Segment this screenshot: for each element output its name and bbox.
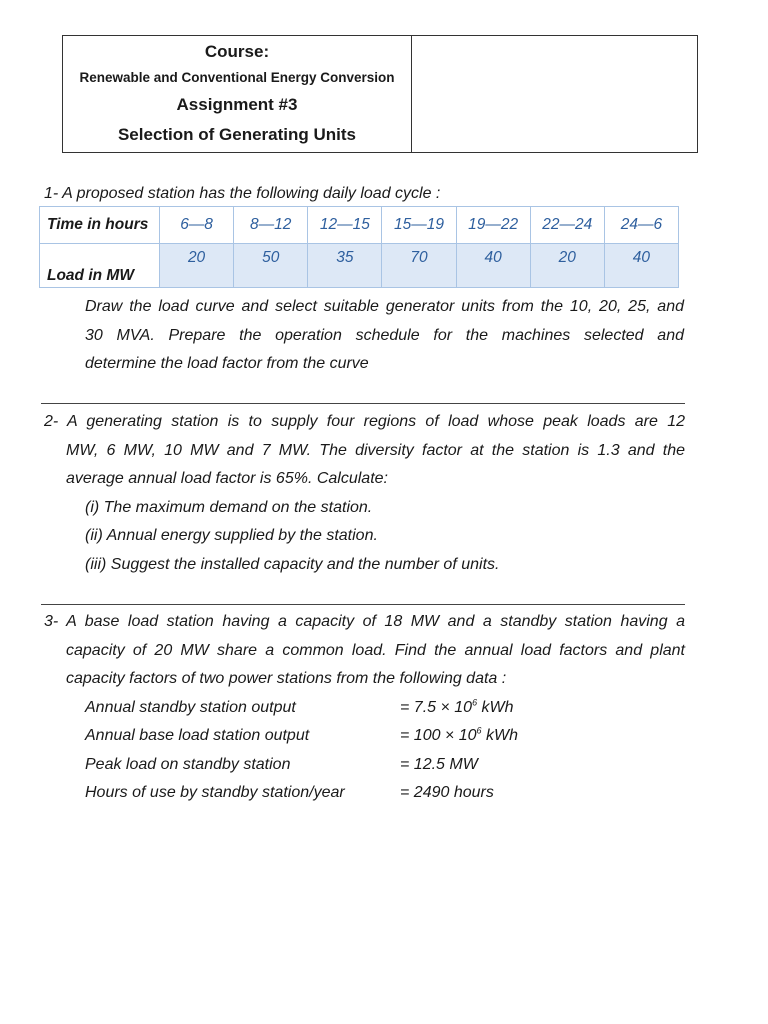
q2-item: (i) The maximum demand on the station. (85, 498, 373, 516)
table-row-load (40, 244, 679, 288)
time-cell: 6—8 (160, 207, 234, 244)
data-label: Annual standby station output (85, 698, 296, 716)
data-value: = 12.5 MW (400, 755, 478, 773)
load-cell: 50 (234, 244, 308, 288)
q2-item: (ii) Annual energy supplied by the station. (85, 527, 378, 544)
time-cell: 22—24 (530, 207, 604, 244)
q1-intro: 1- A proposed station has the following daily load cycle : (44, 185, 441, 202)
q1-instructions (85, 293, 684, 379)
data-label: Peak load on standby station (85, 755, 291, 773)
divider (41, 403, 685, 404)
load-cycle-table (39, 206, 679, 288)
row-head-load: Load in MW (40, 244, 160, 288)
time-cell: 15—19 (382, 207, 456, 244)
header-right-cell (412, 36, 697, 152)
q3-line: capacity of 20 MW share a common load. Find the annual load factors and plant (66, 641, 685, 659)
data-label: Annual base load station output (85, 727, 310, 744)
data-row (44, 722, 685, 751)
question-3 (44, 608, 685, 808)
q1-line: determine the load factor from the curve (85, 355, 369, 372)
load-cell: 40 (456, 244, 530, 288)
course-label: Course: (204, 42, 270, 61)
time-cell: 24—6 (604, 207, 678, 244)
q2-line: average annual load factor is 65%. Calculate: (66, 470, 388, 487)
load-cell: 20 (530, 244, 604, 288)
data-value: = 2490 hours (400, 784, 494, 801)
q2-item: (iii) Suggest the installed capacity and the number of units. (85, 555, 500, 573)
data-value: = $7.5 \times 10^6$ kWh (400, 697, 514, 716)
q1-line: Draw the load curve and select suitable generator units from the 10, 20, 25, and (85, 298, 684, 315)
q1-line: 30 MVA. Prepare the operation schedule for the machines selected and (85, 326, 684, 344)
assignment-number: Assignment #3 (176, 95, 298, 114)
data-row (44, 751, 685, 780)
header-left-cell (63, 36, 412, 152)
data-label: Hours of use by standby station/year (85, 784, 345, 801)
load-cell: 35 (308, 244, 382, 288)
data-row (44, 779, 685, 808)
assignment-title: Selection of Generating Units (117, 125, 357, 144)
row-head-time: Time in hours (40, 207, 160, 244)
time-cell: 12—15 (308, 207, 382, 244)
q2-line: MW, 6 MW, 10 MW and 7 MW. The diversity factor at the station is 1.3 and the (66, 441, 685, 459)
data-row (44, 694, 685, 723)
q2-line: 2- A generating station is to supply four regions of load whose peak loads are 12 (44, 413, 685, 430)
load-cell: 70 (382, 244, 456, 288)
course-name: Renewable and Conventional Energy Conversion (79, 70, 395, 85)
q3-line: capacity factors of two power stations from the following data : (66, 670, 507, 687)
load-cell: 40 (604, 244, 678, 288)
q3-line: 3- A base load station having a capacity of 18 MW and a standby station having a (44, 613, 685, 630)
divider (41, 604, 685, 605)
load-cell: 20 (160, 244, 234, 288)
time-cell: 8—12 (234, 207, 308, 244)
time-cell: 19—22 (456, 207, 530, 244)
data-value: = $100 \times 10^6$ kWh (400, 725, 518, 744)
question-2 (44, 408, 685, 579)
table-row-time (40, 207, 679, 244)
header-box (62, 35, 698, 153)
